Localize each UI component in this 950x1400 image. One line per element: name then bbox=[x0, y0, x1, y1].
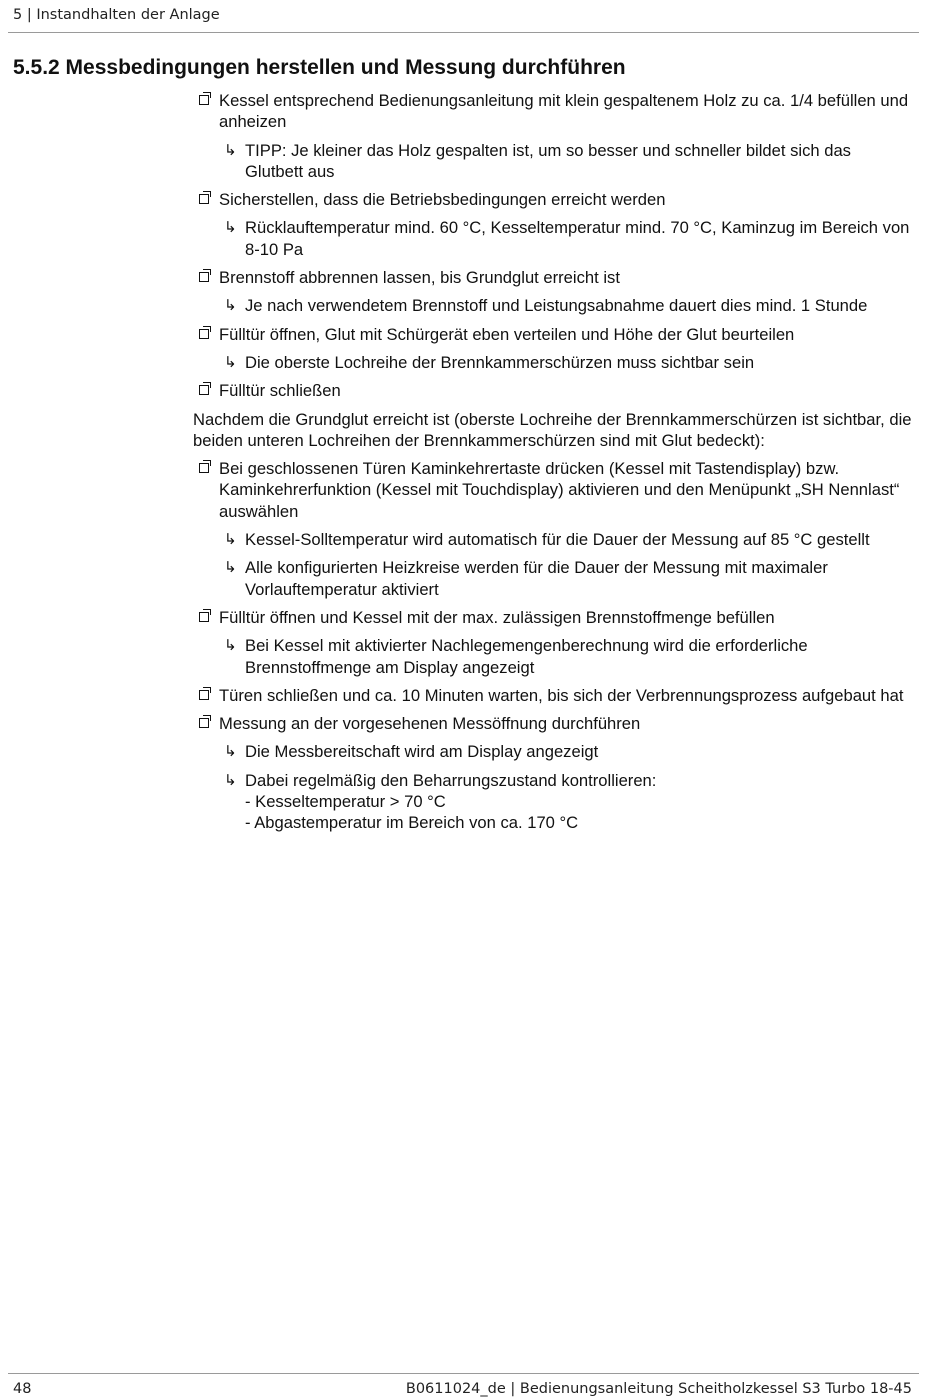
block-text: Je nach verwendetem Brennstoff und Leistungsabnahme dauert dies mind. 1 Stunde bbox=[245, 296, 868, 316]
result-item bbox=[193, 557, 913, 600]
block-text: Sicherstellen, dass die Betriebsbedingungen erreicht werden bbox=[219, 190, 666, 210]
block-text: Rücklauftemperatur mind. 60 °C, Kesseltemperatur mind. 70 °C, Kaminzug im Bereich von 8-10 Pa bbox=[245, 218, 910, 259]
header-divider bbox=[8, 32, 919, 33]
instruction-step bbox=[193, 189, 913, 210]
document-reference: B0611024_de | Bedienungsanleitung Scheitholzkessel S3 Turbo 18-45 bbox=[405, 1381, 912, 1397]
checkbox-icon bbox=[199, 463, 209, 473]
result-item bbox=[193, 295, 913, 316]
result-subline: - Abgastemperatur im Bereich von ca. 170 °C bbox=[245, 813, 579, 833]
result-arrow-icon: ↳ bbox=[224, 296, 237, 315]
block-text: Brennstoff abbrennen lassen, bis Grundglut erreicht ist bbox=[219, 268, 620, 288]
result-arrow-icon: ↳ bbox=[224, 770, 237, 789]
result-arrow-icon: ↳ bbox=[224, 742, 237, 761]
result-arrow-icon: ↳ bbox=[224, 558, 237, 577]
checkbox-icon bbox=[199, 194, 209, 204]
block-text: Dabei regelmäßig den Beharrungszustand kontrollieren: bbox=[245, 770, 657, 790]
instruction-step bbox=[193, 380, 913, 401]
block-text: Fülltür öffnen, Glut mit Schürgerät eben verteilen und Höhe der Glut beurteilen bbox=[219, 324, 795, 344]
checkbox-icon bbox=[199, 690, 209, 700]
block-text: Nachdem die Grundglut erreicht ist (oberste Lochreihe der Brennkammerschürzen ist sichtbar, die beiden unteren Lochreihen der Brennkammerschürzen sind mit Glut bedeckt): bbox=[193, 409, 912, 450]
block-text: Bei geschlossenen Türen Kaminkehrertaste drücken (Kessel mit Tastendisplay) bzw. Kaminkehrerfunktion (Kessel mit Touchdisplay) aktivieren und den Menüpunkt „SH Nennlast“ auswählen bbox=[219, 459, 900, 521]
instruction-step bbox=[193, 713, 913, 734]
result-arrow-icon: ↳ bbox=[224, 352, 237, 371]
result-arrow-icon: ↳ bbox=[224, 530, 237, 549]
block-text: Kessel entsprechend Bedienungsanleitung mit klein gespaltenem Holz zu ca. 1/4 befüllen und anheizen bbox=[219, 91, 909, 132]
block-text: Bei Kessel mit aktivierter Nachlegemengenberechnung wird die erforderliche Brennstoffmenge am Display angezeigt bbox=[245, 636, 808, 677]
instruction-content bbox=[193, 90, 913, 841]
block-text: Türen schließen und ca. 10 Minuten warten, bis sich der Verbrennungsprozess aufgebaut hat bbox=[219, 685, 904, 705]
instruction-step bbox=[193, 685, 913, 706]
result-item bbox=[193, 529, 913, 550]
page-number: 48 bbox=[13, 1381, 32, 1397]
running-header: 5 | Instandhalten der Anlage bbox=[13, 7, 220, 23]
checkbox-icon bbox=[199, 385, 209, 395]
paragraph bbox=[193, 409, 913, 452]
checkbox-icon bbox=[199, 272, 209, 282]
result-item bbox=[193, 770, 913, 834]
checkbox-icon bbox=[199, 329, 209, 339]
block-text: Alle konfigurierten Heizkreise werden für die Dauer der Messung mit maximaler Vorlauftemperatur aktiviert bbox=[245, 558, 828, 599]
block-text: Messung an der vorgesehenen Messöffnung durchführen bbox=[219, 714, 641, 734]
block-text: Die Messbereitschaft wird am Display angezeigt bbox=[245, 742, 599, 762]
result-arrow-icon: ↳ bbox=[224, 140, 237, 159]
instruction-step bbox=[193, 90, 913, 133]
result-item bbox=[193, 352, 913, 373]
checkbox-icon bbox=[199, 718, 209, 728]
block-text: Kessel-Solltemperatur wird automatisch für die Dauer der Messung auf 85 °C gestellt bbox=[245, 530, 870, 550]
result-arrow-icon: ↳ bbox=[224, 218, 237, 237]
block-text: Die oberste Lochreihe der Brennkammerschürzen muss sichtbar sein bbox=[245, 352, 755, 372]
result-subline: - Kesseltemperatur > 70 °C bbox=[245, 792, 446, 812]
block-text: TIPP: Je kleiner das Holz gespalten ist, um so besser und schneller bildet sich das Glutbett aus bbox=[245, 140, 851, 181]
instruction-step bbox=[193, 607, 913, 628]
section-title: 5.5.2 Messbedingungen herstellen und Messung durchführen bbox=[13, 56, 626, 79]
block-text: Fülltür schließen bbox=[219, 381, 341, 401]
block-text: Fülltür öffnen und Kessel mit der max. zulässigen Brennstoffmenge befüllen bbox=[219, 607, 775, 627]
result-item bbox=[193, 741, 913, 762]
result-item bbox=[193, 140, 913, 183]
checkbox-icon bbox=[199, 612, 209, 622]
result-item bbox=[193, 635, 913, 678]
footer-divider bbox=[8, 1373, 919, 1374]
result-arrow-icon: ↳ bbox=[224, 636, 237, 655]
instruction-step bbox=[193, 267, 913, 288]
result-item bbox=[193, 217, 913, 260]
instruction-step bbox=[193, 324, 913, 345]
checkbox-icon bbox=[199, 95, 209, 105]
instruction-step bbox=[193, 458, 913, 522]
